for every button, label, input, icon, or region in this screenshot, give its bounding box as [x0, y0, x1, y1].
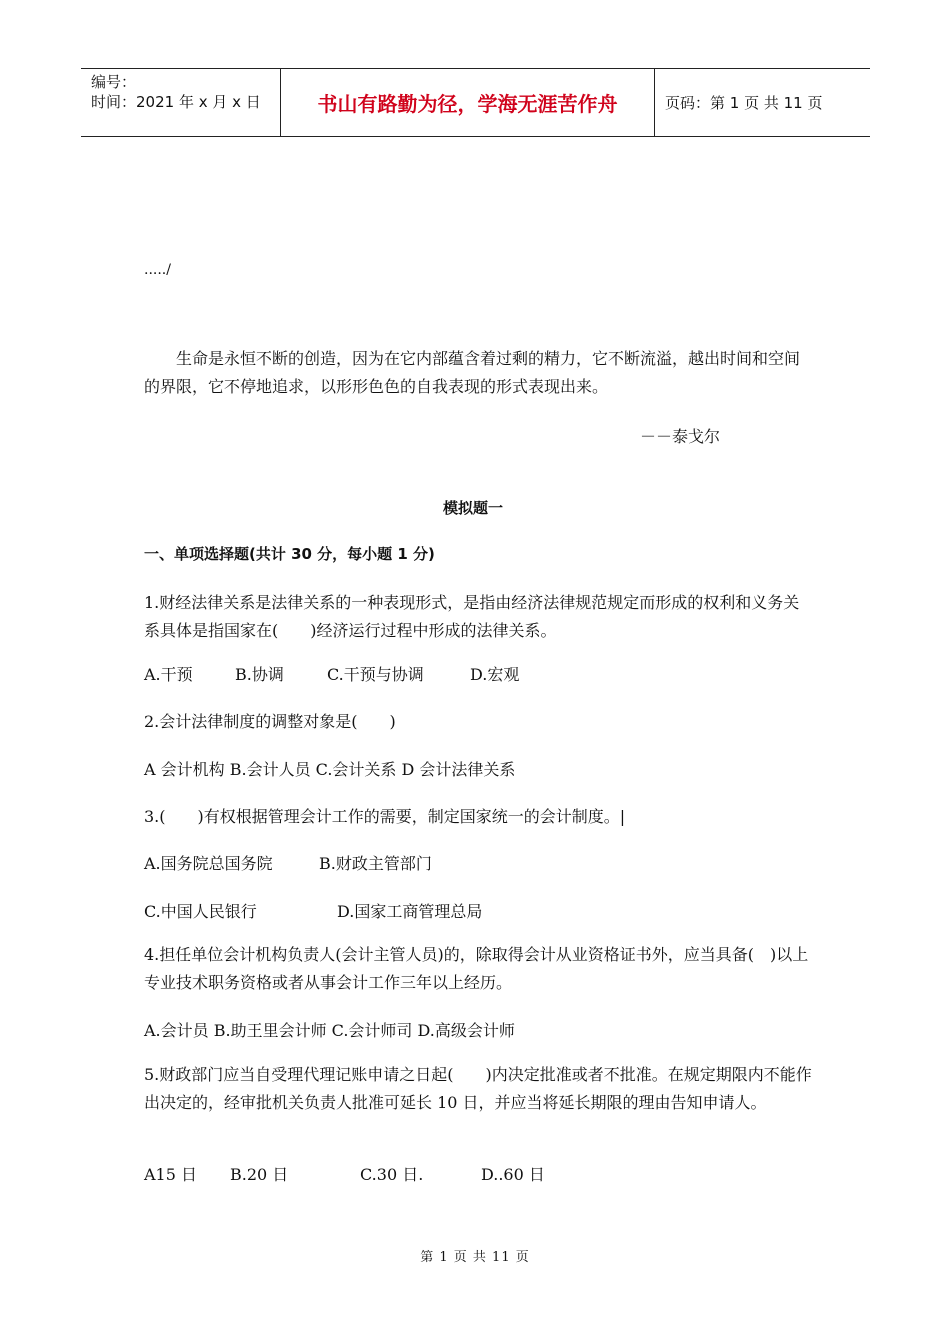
q5-option-d: D..60 日 [481, 1165, 545, 1184]
q5-option-b: B.20 日 [230, 1165, 289, 1184]
quote-text: 生命是永恒不断的创造，因为在它内部蕴含着过剩的精力，它不断流溢，越出时间和空间的界限，它不停地追求，以形形色色的自我表现的形式表现出来。 [144, 349, 801, 396]
exam-title: 模拟题一 [443, 499, 504, 517]
question-5: 5.财政部门应当自受理代理记账申请之日起( )内决定批准或者不批准。在规定期限内不能作出决定的，经审批机关负责人批准可延长 10 日，并应当将延长期限的理由告知申请人。 [144, 1065, 812, 1112]
q1-option-d: D.宏观 [470, 665, 520, 684]
quote-author: －－泰戈尔 [640, 427, 721, 446]
question-3: 3.( )有权根据管理会计工作的需要，制定国家统一的会计制度。| [144, 807, 626, 826]
time-label: 时间：2021 年 x 月 x 日 [91, 93, 261, 111]
number-label: 编号： [91, 73, 137, 91]
question-4: 4.担任单位会计机构负责人(会计主管人员)的，除取得会计从业资格证书外，应当具备( )以上专业技术职务资格或者从事会计工作三年以上经历。 [144, 945, 809, 992]
q3-option-a: A.国务院总国务院 [144, 854, 273, 873]
header-motto-cell [281, 69, 655, 136]
q1-option-c: C.干预与协调 [327, 665, 424, 684]
question-2: 2.会计法律制度的调整对象是( ) [144, 712, 396, 731]
header-table [81, 68, 870, 137]
q5-option-c: C.30 日. [360, 1165, 424, 1184]
page-info: 页码：第 1 页 共 11 页 [665, 94, 823, 112]
motto: 书山有路勤为径，学海无涯苦作舟 [317, 92, 618, 116]
q3-option-d: D.国家工商管理总局 [337, 902, 483, 921]
q1-option-b: B.协调 [235, 665, 284, 684]
q1-option-a: A.干预 [144, 665, 193, 684]
q3-option-c: C.中国人民银行 [144, 902, 257, 921]
header-left-cell [81, 69, 281, 136]
q4-options: A.会计员 B.助王里会计师 C.会计师司 D.高级会计师 [144, 1021, 515, 1040]
page-footer: 第 1 页 共 11 页 [420, 1250, 530, 1265]
q5-option-a: A15 日 [144, 1165, 198, 1184]
q2-options: A 会计机构 B.会计人员 C.会计关系 D 会计法律关系 [144, 760, 516, 779]
q3-option-b: B.财政主管部门 [319, 854, 432, 873]
question-1: 1.财经法律关系是法律关系的一种表现形式，是指由经济法律规范规定而形成的权利和义务关系具体是指国家在( )经济运行过程中形成的法律关系。 [144, 593, 800, 640]
ellipsis-mark: ...../ [144, 262, 171, 278]
section-heading: 一、单项选择题(共计 30 分，每小题 1 分) [144, 545, 435, 563]
